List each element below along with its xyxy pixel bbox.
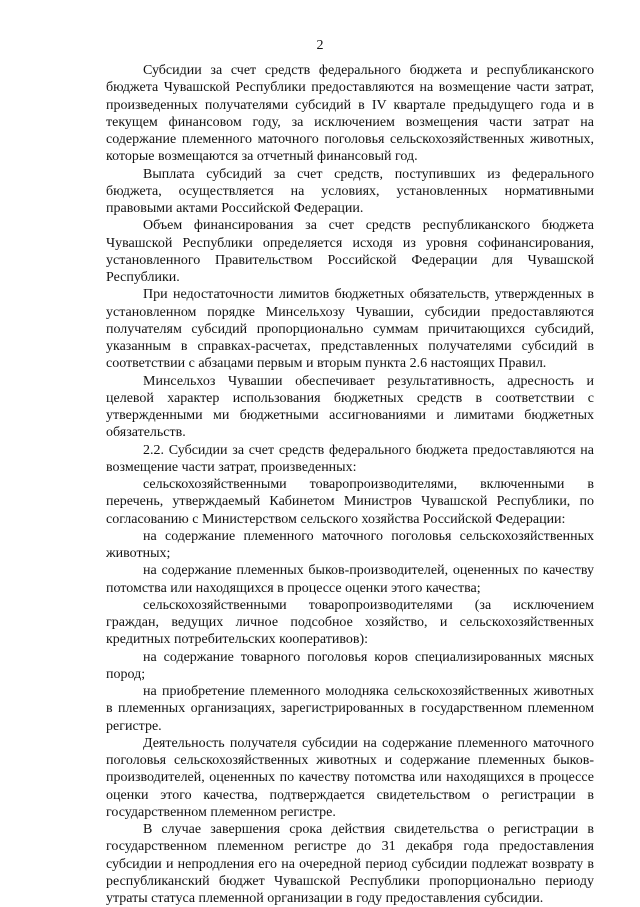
paragraph: Выплата субсидий за счет средств, поступивших из федерального бюджета, осуществляется на условиях, установленных нормативными правовыми актами Российской Федерации. [106, 166, 594, 216]
document-body [106, 62, 594, 907]
paragraph: Субсидии за счет средств федерального бюджета и республиканского бюджета Чувашской Республики предоставляются на возмещение части затрат, произведенных получателями субсидий в IV квартале предыдущего года и в текущем финансовом году, за исключением возмещения части затрат на содержание племенного маточного поголовья сельскохозяйственных животных, которые возмещаются за отчетный финансовый год. [106, 63, 594, 165]
paragraph: сельскохозяйственными товаропроизводителями, включенными в перечень, утверждаемый Кабинетом Министров Чувашской Республики, по согласованию с Министерством сельского хозяйства Российской Федерации: [106, 477, 594, 527]
paragraph: В случае завершения срока действия свидетельства о регистрации в государственном племенном регистре до 31 декабря года предоставления субсидии и непродления его на очередной период субсидии подлежат возврату в республиканский бюджет Чувашской Республики пропорционально периоду утраты статуса племенной организации в году предоставления субсидии. [106, 822, 594, 906]
paragraph: 2.2. Субсидии за счет средств федерального бюджета предоставляются на возмещение части затрат, произведенных: [106, 442, 594, 475]
paragraph: на содержание племенных быков-производителей, оцененных по качеству потомства или находящихся в процессе оценки этого качества; [106, 563, 594, 596]
paragraph: Деятельность получателя субсидии на содержание племенного маточного поголовья сельскохозяйственных животных и содержание племенных быков-производителей, оцененных по качеству потомства или находящихся в процессе оценки этого качества, подтверждается свидетельством о регистрации в государственном племенном регистре. [106, 735, 594, 820]
paragraph: Минсельхоз Чувашии обеспечивает результативность, адресность и целевой характер использования бюджетных средств в соответствии с утвержденными ми бюджетными ассигнованиями и лимитами бюджетных обязательств. [106, 373, 594, 441]
page-number: 2 [316, 38, 324, 53]
paragraph: сельскохозяйственными товаропроизводителями (за исключением граждан, ведущих личное подсобное хозяйство, и сельскохозяйственных кредитных потребительских кооперативов): [106, 597, 594, 648]
paragraph: на содержание племенного маточного поголовья сельскохозяйственных животных; [106, 528, 594, 561]
paragraph: Объем финансирования за счет средств республиканского бюджета Чувашской Республики определяется исходя из уровня софинансирования, установленного Правительством Российской Федерации для Чувашской Республики. [106, 218, 594, 285]
paragraph: При недостаточности лимитов бюджетных обязательств, утвержденных в установленном порядке Минсельхозу Чувашии, субсидии предоставляются получателям субсидий пропорционально суммам причитающихся субсидий, указанным в справках-расчетах, представленных получателями субсидий в соответствии с абзацами первым и вторым пункта 2.6 настоящих Правил. [106, 287, 594, 372]
paragraph: на содержание товарного поголовья коров специализированных мясных пород; [106, 649, 594, 682]
paragraph: на приобретение племенного молодняка сельскохозяйственных животных в племенных организациях, зарегистрированных в государственном племенном регистре. [106, 684, 594, 734]
